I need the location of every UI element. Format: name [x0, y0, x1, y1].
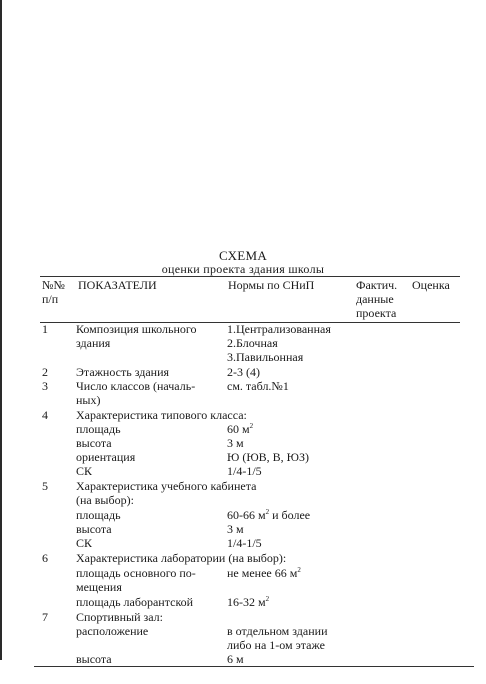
- row-5-height-value: 3 м: [227, 522, 244, 536]
- row-4-orientation-label: ориентация: [76, 450, 136, 464]
- row-3-indicator-2: ных): [76, 393, 101, 407]
- row-4-orientation-value: Ю (ЮВ, В, ЮЗ): [227, 450, 310, 464]
- row-4-area-value: 60 $м^2$: [227, 422, 254, 436]
- row-5-sk-label: СК: [76, 536, 93, 550]
- row-6-indicator: Характеристика лаборатории (на выбор):: [76, 551, 287, 565]
- header-indicators: ПОКАЗАТЕЛИ: [78, 278, 157, 292]
- row-5-height-label: высота: [76, 522, 112, 536]
- row-3-num: 3: [42, 379, 48, 393]
- row-2-num: 2: [42, 365, 48, 379]
- row-1-norm-3: 3.Павильонная: [227, 350, 304, 364]
- row-6-num: 6: [42, 551, 48, 565]
- row-7-location-label: расположение: [76, 624, 149, 638]
- row-7-indicator: Спортивный зал:: [76, 610, 163, 624]
- row-7-height-label: высота: [76, 652, 112, 666]
- row-4-sk-value: 1/4-1/5: [227, 464, 262, 478]
- row-2-indicator: Этажность здания: [76, 365, 170, 379]
- row-5-sk-value: 1/4-1/5: [227, 536, 262, 550]
- row-4-height-value: 3 м: [227, 436, 244, 450]
- document-subtitle: оценки проекта здания школы: [161, 262, 325, 276]
- header-actual-1: Фактич.: [356, 278, 398, 292]
- header-score: Оценка: [412, 278, 450, 292]
- header-actual-3: проекта: [356, 306, 397, 320]
- row-1-indicator-2: здания: [76, 336, 111, 350]
- row-7-location-value-2: либо на 1-ом этаже: [227, 638, 325, 652]
- row-6-lab-area-value: 16-32 $м^2$: [227, 595, 270, 609]
- row-5-num: 5: [42, 479, 48, 493]
- row-6-main-area-label-1: площадь основного по-: [76, 566, 196, 580]
- table-bottom-rule: [34, 666, 474, 667]
- header-num-2: п/п: [42, 292, 59, 306]
- row-3-norm: см. табл.№1: [227, 379, 289, 393]
- row-6-main-area-value: не менее 66 $м^2$: [227, 566, 301, 580]
- row-5-area-value: 60-66 $м^2$ и более: [227, 508, 311, 522]
- row-1-indicator-1: Композиция школьного: [76, 322, 197, 336]
- row-6-main-area-label-2: мещения: [76, 580, 122, 594]
- row-7-height-value: 6 м: [227, 652, 244, 666]
- row-6-lab-area-label: площадь лаборантской: [76, 595, 194, 609]
- row-7-num: 7: [42, 610, 48, 624]
- row-4-height-label: высота: [76, 436, 112, 450]
- row-5-indicator-2: (на выбор):: [76, 493, 134, 507]
- row-4-sk-label: СК: [76, 464, 93, 478]
- row-7-location-value-1: в отдельном здании: [227, 624, 328, 638]
- row-1-norm-1: 1.Централизованная: [227, 322, 331, 336]
- document-title: СХЕМА: [218, 248, 268, 263]
- header-actual-2: данные: [356, 292, 394, 306]
- header-norms: Нормы по СНиП: [228, 278, 315, 292]
- header-num-1: №№: [42, 278, 65, 292]
- row-4-num: 4: [42, 408, 48, 422]
- row-3-indicator-1: Число классов (началь-: [76, 379, 196, 393]
- row-5-indicator-1: Характеристика учебного кабинета: [76, 479, 257, 493]
- row-5-area-label: площадь: [76, 508, 121, 522]
- row-1-norm-2: 2.Блочная: [227, 336, 278, 350]
- row-4-area-label: площадь: [76, 422, 121, 436]
- row-1-num: 1: [42, 322, 48, 336]
- row-4-indicator: Характеристика типового класса:: [76, 408, 247, 422]
- row-2-norm: 2-3 (4): [227, 365, 260, 379]
- table-top-rule: [40, 276, 460, 277]
